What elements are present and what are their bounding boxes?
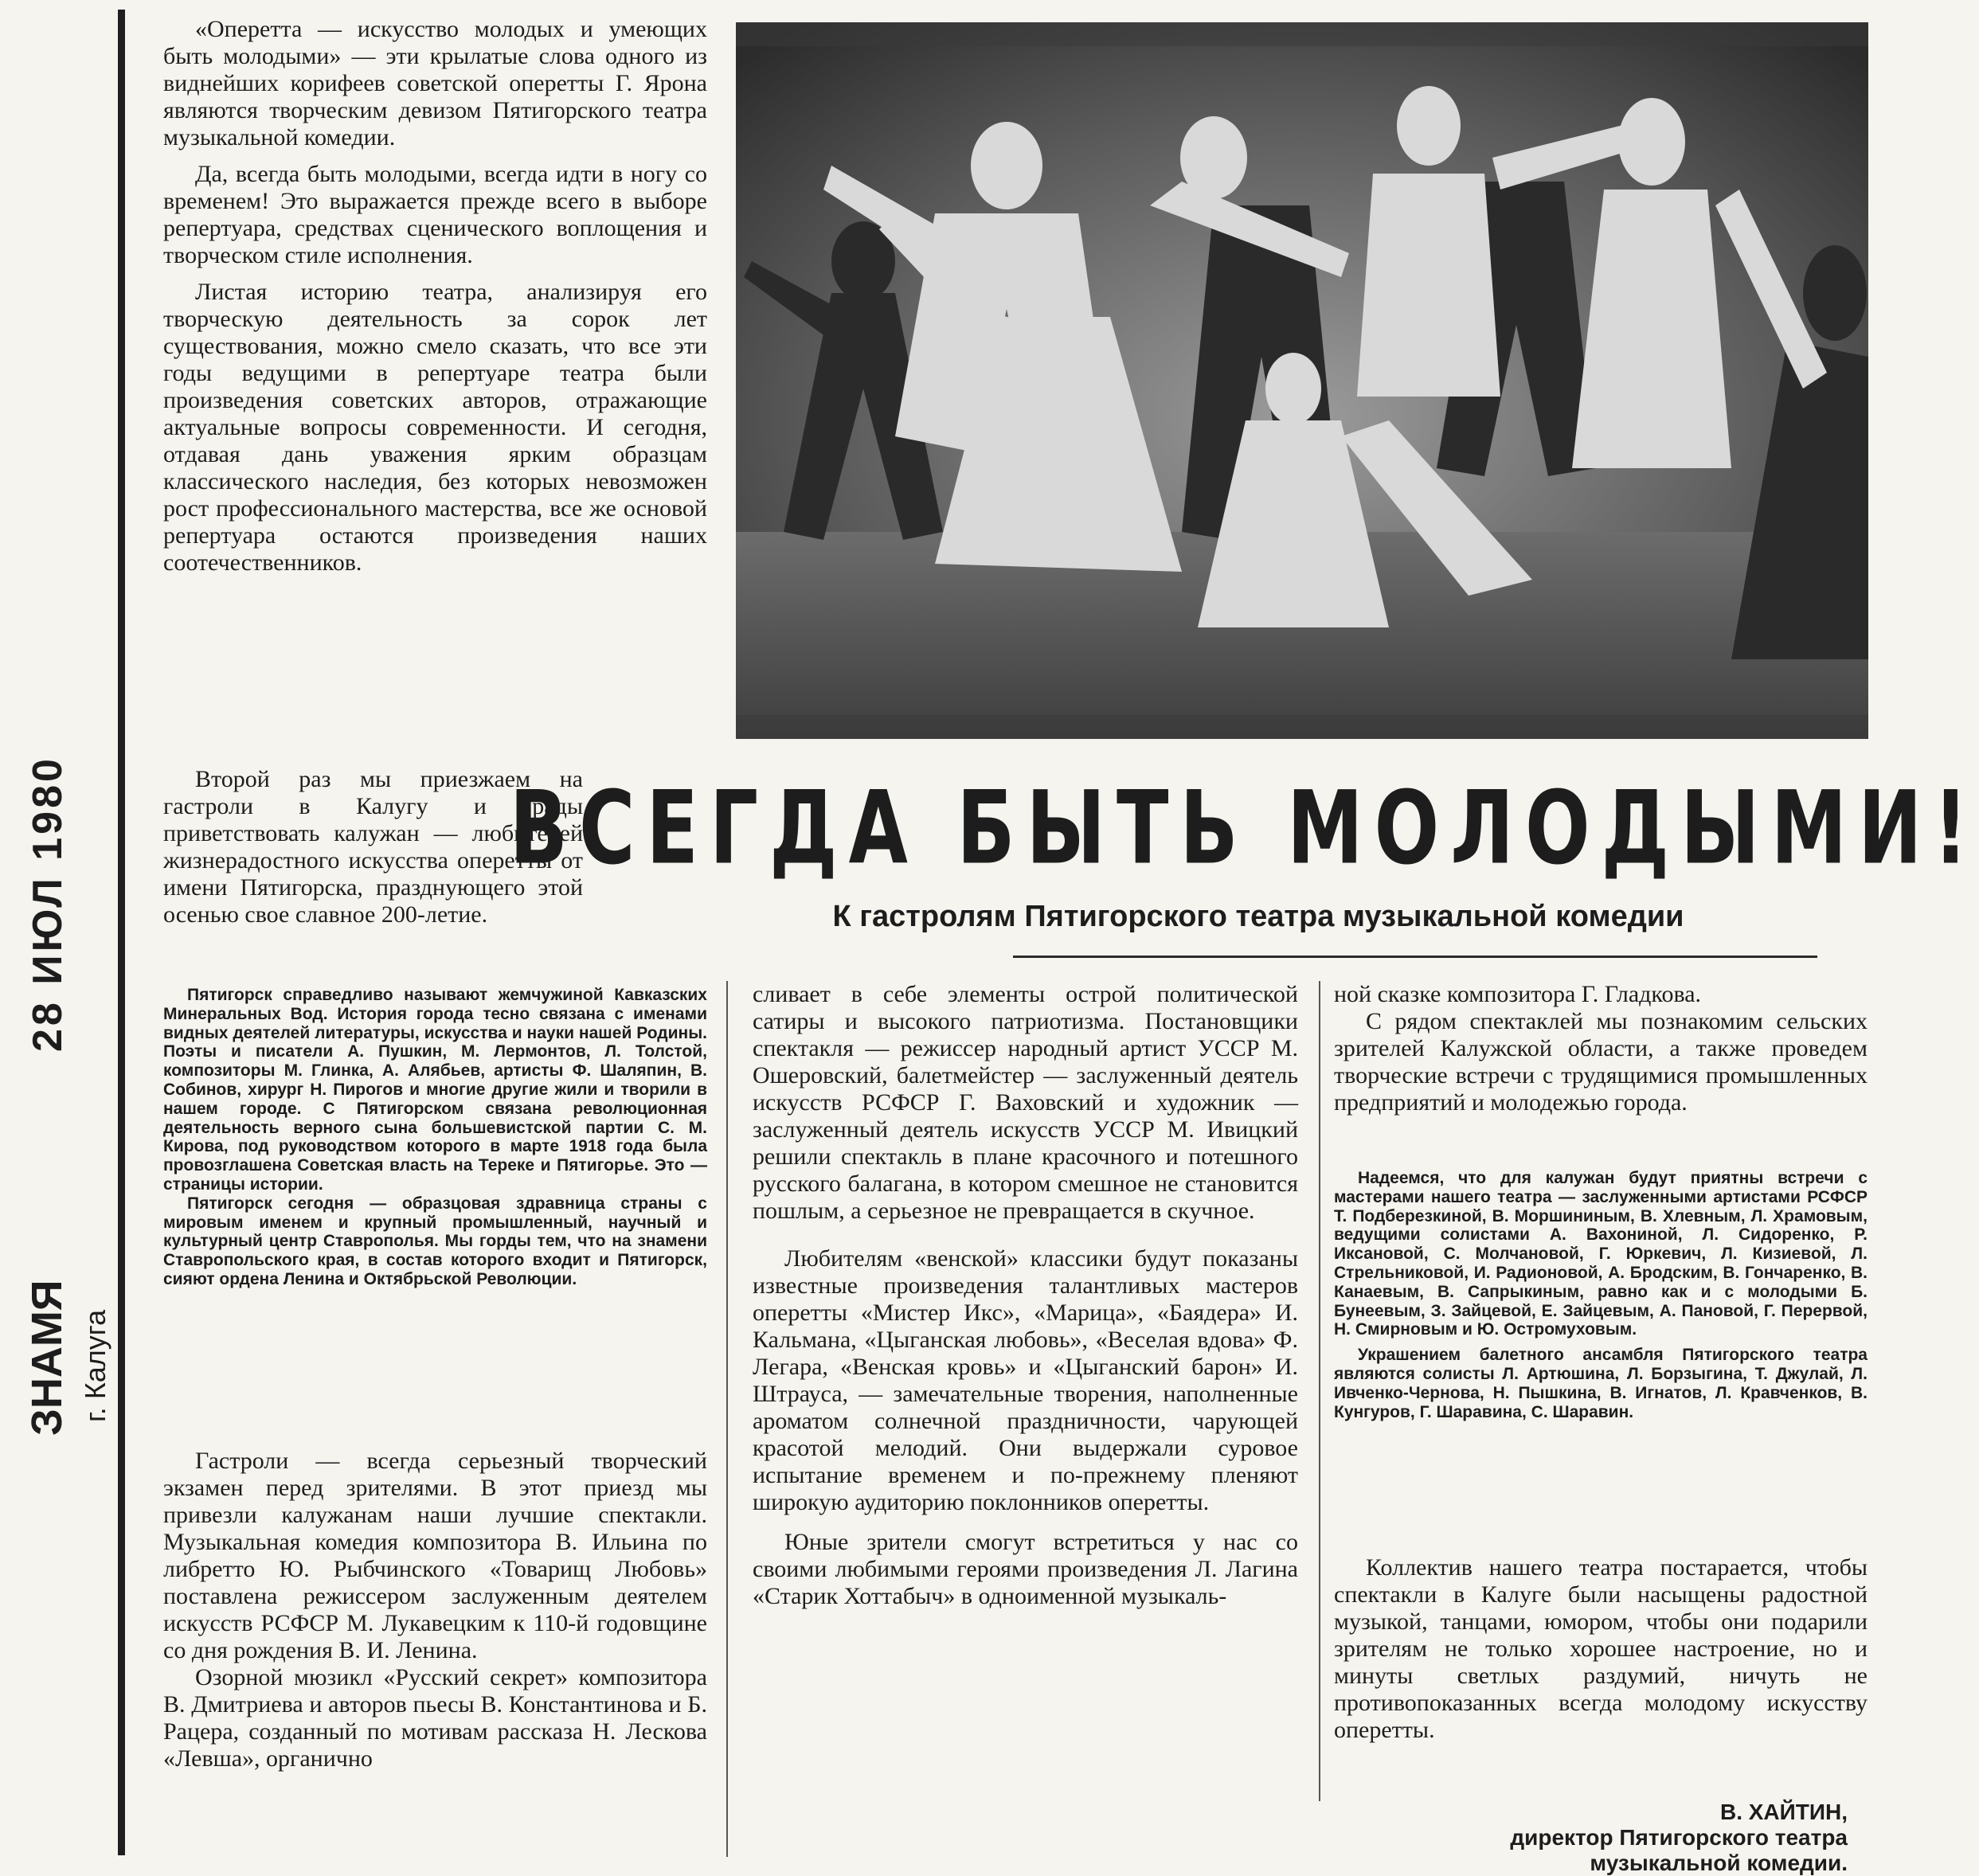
paragraph: Пятигорск сегодня — образцовая здравница страны с мировым именем и крупный промышленный, научный и культурный центр Ставрополья. Мы горды тем, что на знамени Ставропольского края, в состав которого входит и Пятигорск, сияют ордена Ленина и Октябрьской Революции.	[163, 1194, 707, 1288]
paragraph: Листая историю театра, анализируя его творческую деятельность за сорок лет существования, можно смело сказать, что все эти годы ведущими в репертуаре театра были произведения советских авторов, отражающие актуальные вопросы современности. И сегодня, отдавая дань уважения ярким образцам классического наследия, без которых невозможен рост профессионального мастерства, все же основой репертуара остаются произведения наших соотечественников.	[163, 279, 707, 576]
paragraph: Пятигорск справедливо называют жемчужиной Кавказских Минеральных Вод. История города тесно связана с именами видных деятелей литературы, искусства и науки нашей Родины. Поэты и писатели А. Пушкин, М. Лермонтов, Л. Толстой, композиторы М. Глинка, А. Алябьев, артисты Ф. Шаляпин, В. Собинов, хирург Н. Пирогов и многие другие жили и творили в нашем городе. С Пятигорском связана революционная деятельность верного сына большевистской партии С. М. Кирова, под руководством которого в марте 1918 года была провозглашена Советская власть на Тереке и Пятигорье. Это — страницы истории.	[163, 986, 707, 1194]
column-3-small-print	[1334, 1169, 1868, 1421]
paragraph: Украшением балетного ансамбля Пятигорского театра являются солисты Л. Артюшина, Л. Борзыгина, Т. Джулай, Л. Ивченко-Чернова, Н. Пышкина, В. Игнатов, Л. Кравченков, В. Кунгуров, Г. Шаравина, С. Шаравин.	[1334, 1346, 1868, 1421]
column-3-bottom	[1334, 1554, 1868, 1744]
dancers-photo	[736, 22, 1868, 739]
dancers-photo-icon	[736, 22, 1868, 739]
paragraph: Надеемся, что для калужан будут приятны встречи с мастерами нашего театра — заслуженными артистами РСФСР Т. Подберезкиной, В. Моршининым, В. Хлевным, Л. Храмовым, ведущими солистами А. Вахониной, Л. Сидоренко, Р. Иксановой, С. Молчановой, Г. Юркевич, Л. Кизиевой, Л. Стрельниковой, И. Радионовой, А. Бродским, В. Гончаренко, В. Канаевым, В. Сапрыкиным, равно как и с молодыми Б. Бунеевым, З. Зайцевой, Е. Зайцевым, А. Пановой, Г. Перервой, Н. Смирновым и Ю. Остромуховым.	[1334, 1169, 1868, 1339]
column-2	[753, 981, 1298, 1610]
paragraph: ной сказке композитора Г. Гладкова.	[1334, 981, 1702, 1007]
paragraph: Гастроли — всегда серьезный творческий экзамен перед зрителями. В этот приезд мы привезли калужанам наши лучшие спектакли. Музыкальная комедия композитора В. Ильина по либретто Ю. Рыбчинского «Товарищ Любовь» поставлена режиссером заслуженным деятелем искусств РСФСР М. Лукавецким к 110-й годовщине со дня рождения В. И. Ленина.	[163, 1448, 707, 1663]
paragraph: Коллектив нашего театра постарается, чтобы спектакли в Калуге были насыщены радостной музыкой, танцами, юмором, чтобы они подарили зрителям не только хорошее настроение, но и минуты светлых раздумий, ничуть не противопоказанных всегда молодому искусству оперетты.	[1334, 1554, 1868, 1743]
column-1-bottom	[163, 1448, 707, 1772]
author-title-line-1: директор Пятигорского театра	[1510, 1825, 1848, 1850]
page-title: ВСЕГДА БЫТЬ МОЛОДЫМИ!	[509, 769, 1979, 887]
column-1-top	[163, 16, 707, 576]
column-divider	[1319, 981, 1320, 1801]
column-divider	[726, 981, 728, 1857]
newspaper-city-stamp: г. Калуга	[79, 1309, 111, 1422]
newspaper-name-stamp: ЗНАМЯ	[23, 1280, 71, 1436]
author-title-line-2: музыкальной комедии.	[1590, 1851, 1848, 1875]
author-name: В. ХАЙТИН,	[1719, 1800, 1848, 1824]
paragraph: «Оперетта — искусство молодых и умеющих быть молодыми» — эти крылатые слова одного из виднейших корифеев советской оперетты Г. Ярона являются творческим девизом Пятигорского театра музыкальной комедии.	[163, 16, 707, 150]
paragraph: сливает в себе элементы острой политической сатиры и высокого патриотизма. Постановщики спектакля — режиссер народный артист УССР М. Ошеровский, балетмейстер — заслуженный деятель искусств РСФСР Г. Ваховский и художник — заслуженный деятель искусств УССР М. Ивицкий решили спектакль в плане красочного и потешного русского балагана, в котором смешное не становится пошлым, а серьезное не превращается в скучное.	[753, 981, 1298, 1224]
paragraph: С рядом спектаклей мы познакомим сельских зрителей Калужской области, а также проведем творческие встречи с трудящимися промышленных предприятий и молодежью города.	[1334, 1008, 1868, 1116]
clipping-date-stamp: 28 ИЮЛ 1980	[25, 756, 71, 1052]
column-1-small-print	[163, 986, 707, 1289]
author-signature	[1410, 1800, 1848, 1875]
subheadline-rule	[1013, 956, 1817, 958]
paragraph: Озорной мюзикл «Русский секрет» композитора В. Дмитриева и авторов пьесы В. Константинова и Б. Рацера, созданный по мотивам рассказа Н. Лескова «Левша», органично	[163, 1664, 707, 1772]
paragraph: Юные зрители смогут встретиться у нас со своими любимыми героями произведения Л. Лагина «Старик Хоттабыч» в одноименной музыкаль-	[753, 1529, 1298, 1609]
subheadline: К гастролям Пятигорского театра музыкальной комедии	[832, 900, 1684, 933]
paragraph: Второй раз мы приезжаем на гастроли в Калугу и рады приветствовать калужан — любителей жизнерадостного искусства оперетты от имени Пятигорска, празднующего этой осенью свое славное 200-летие.	[163, 766, 583, 928]
paragraph: Любителям «венской» классики будут показаны известные произведения талантливых мастеров оперетты «Мистер Икс», «Марица», «Баядера» И. Кальмана, «Цыганская любовь», «Веселая вдова» Ф. Легара, «Венская кровь» и «Цыганский барон» И. Штрауса, — замечательные творения, наполненные ароматом солнечной праздничности, чарующей красотой мелодий. Они выдержали суровое испытание временем и по-прежнему пленяют широкую аудиторию поклонников оперетты.	[753, 1245, 1298, 1515]
column-3-top	[1334, 981, 1868, 1116]
left-column-rule	[118, 10, 125, 1855]
paragraph: Да, всегда быть молодыми, всегда идти в ногу со временем! Это выражается прежде всего в выборе репертуара, средствах сценического воплощения и творческом стиле исполнения.	[163, 161, 707, 268]
